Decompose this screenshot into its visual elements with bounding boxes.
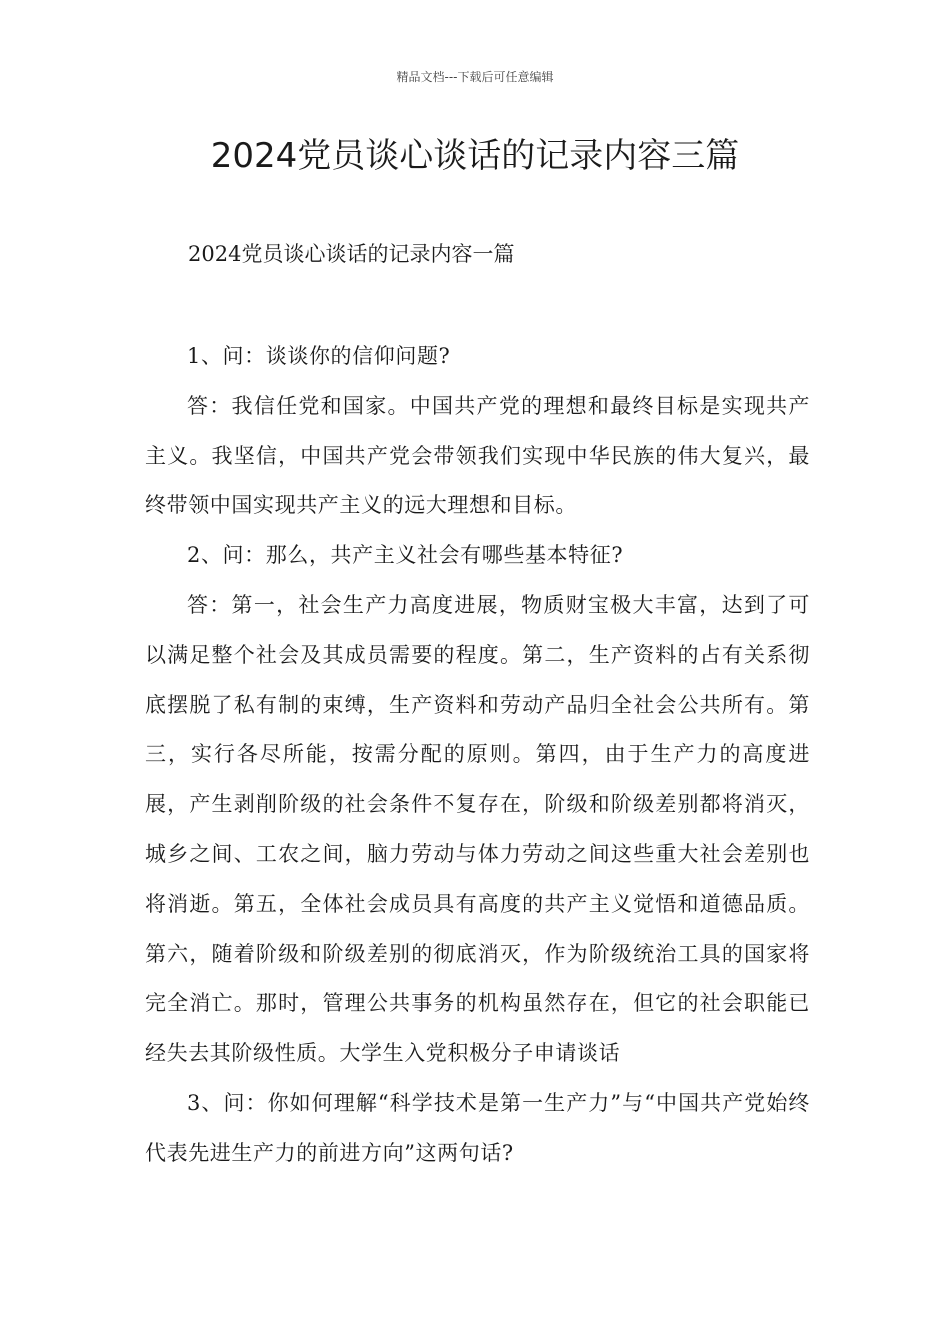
section-title: 2024党员谈心谈话的记录内容一篇 (188, 242, 515, 266)
document-title: 2024党员谈心谈话的记录内容三篇 (210, 136, 740, 176)
answer-1: 答：我信任党和国家。中国共产党的理想和最终目标是实现共产主义。我坚信，中国共产党会带领我们实现中华民族的伟大复兴，最终带领中国实现共产主义的远大理想和目标。 (145, 393, 810, 518)
header-note: 精品文档---下载后可任意编辑 (396, 70, 554, 84)
question-2: 2、问：那么，共产主义社会有哪些基本特征? (187, 543, 624, 568)
question-3: 3、问：你如何理解“科学技术是第一生产力”与“中国共产党始终代表先进生产力的前进方向”这两句话? (145, 1090, 810, 1165)
document-body (145, 332, 810, 1179)
answer-2: 答：第一，社会生产力高度进展，物质财宝极大丰富，达到了可以满足整个社会及其成员需要的程度。第二，生产资料的占有关系彻底摆脱了私有制的束缚，生产资料和劳动产品归全社会公共所有。第三，实行各尽所能，按需分配的原则。第四，由于生产力的高度进展，产生剥削阶级的社会条件不复存在，阶级和阶级差别都将消灭，城乡之间、工农之间，脑力劳动与体力劳动之间这些重大社会差别也将消逝。第五，全体社会成员具有高度的共产主义觉悟和道德品质。第六，随着阶级和阶级差别的彻底消灭，作为阶级统治工具的国家将完全消亡。那时，管理公共事务的机构虽然存在，但它的社会职能已经失去其阶级性质。大学生入党积极分子申请谈话 (145, 592, 810, 1066)
question-1: 1、问：谈谈你的信仰问题? (187, 344, 451, 368)
